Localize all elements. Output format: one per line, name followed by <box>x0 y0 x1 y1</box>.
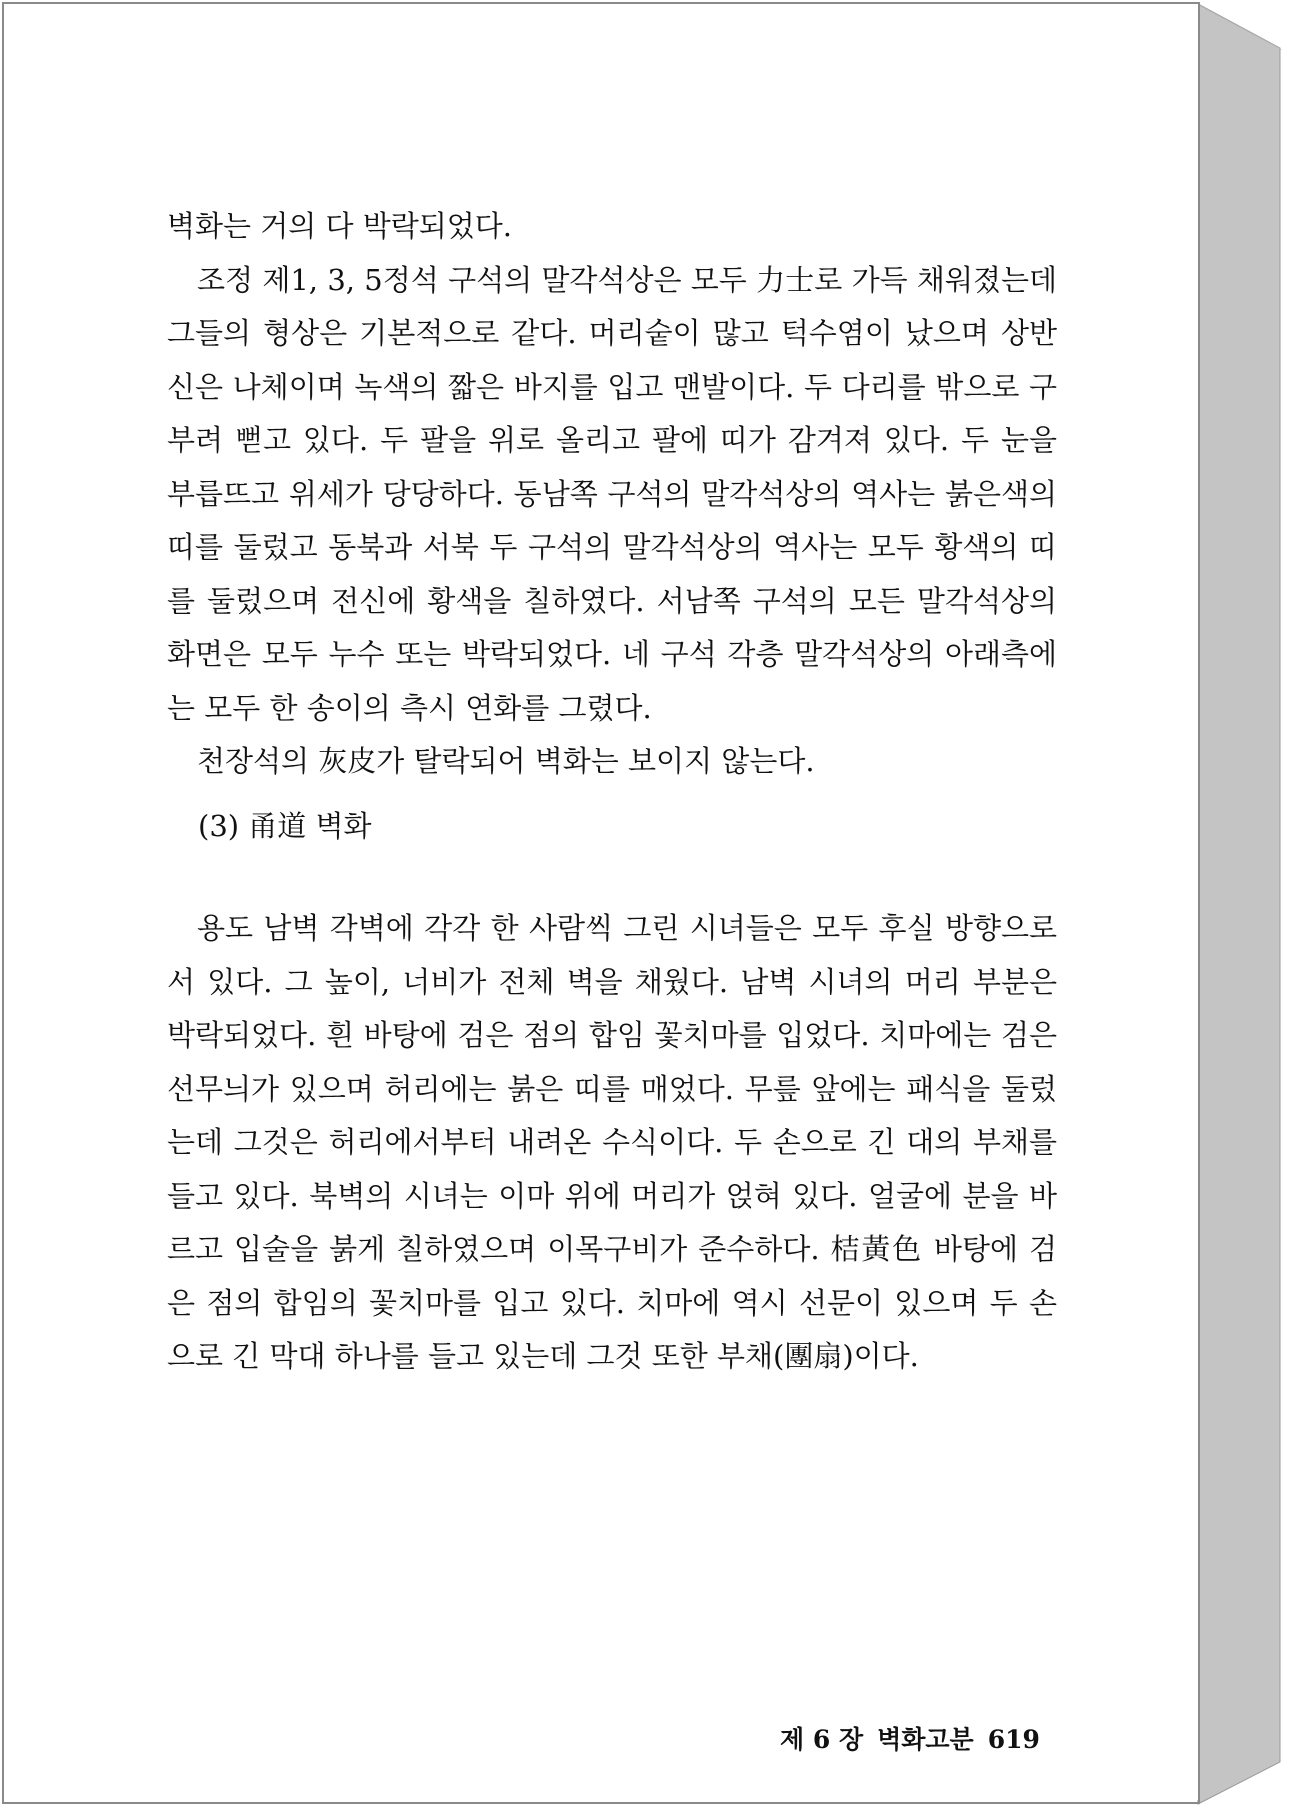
paragraph: 용도 남벽 각벽에 각각 한 사람씩 그린 시녀들은 모두 후실 방향으로 서 있다. 그 높이, 너비가 전체 벽을 채웠다. 남벽 시녀의 머리 부분은 박락되었다. 흰 바탕에 검은 점의 합임 꽃치마를 입었다. 치마에는 검은 선무늬가 있으며 허리에는 붉은 띠를 매었다. 무릎 앞에는 패식을 둘렀는데 그것은 허리에서부터 내려온 수식이다. 두 손으로 긴 대의 부채를 들고 있다. 북벽의 시녀는 이마 위에 머리가 얹혀 있다. 얼굴에 분을 바르고 입술을 붉게 칠하였으며 이목구비가 준수하다. 桔黃色 바탕에 검은 점의 합임의 꽃치마를 입고 있다. 치마에 역시 선문이 있으며 두 손으로 긴 막대 하나를 들고 있는데 그것 또한 부채(團扇)이다. <box>167 911 1057 1373</box>
paragraph: 벽화는 거의 다 박락되었다. <box>167 209 513 243</box>
page-footer <box>780 1720 1054 1756</box>
page-number: 619 <box>987 1725 1040 1754</box>
paragraph: 천장석의 灰皮가 탈락되어 벽화는 보이지 않는다. <box>197 744 815 778</box>
section-heading: (3) 甬道 벽화 <box>198 809 372 843</box>
body-text-bottom <box>167 902 1057 1384</box>
chapter-title: 벽화고분 <box>877 1725 974 1754</box>
body-text-top <box>167 200 1057 789</box>
chapter-label: 제 6 장 <box>780 1725 864 1754</box>
paragraph: 조정 제1, 3, 5정석 구석의 말각석상은 모두 力士로 가득 채워졌는데 그들의 형상은 기본적으로 같다. 머리숱이 많고 턱수염이 났으며 상반신은 나체이며 녹색의 짧은 바지를 입고 맨발이다. 두 다리를 밖으로 구부려 뻗고 있다. 두 팔을 위로 올리고 팔에 띠가 감겨져 있다. 두 눈을 부릅뜨고 위세가 당당하다. 동남쪽 구석의 말각석상의 역사는 붉은색의 띠를 둘렀고 동북과 서북 두 구석의 말각석상의 역사는 모두 황색의 띠를 둘렀으며 전신에 황색을 칠하였다. 서남쪽 구석의 모든 말각석상의 화면은 모두 누수 또는 박락되었다. 네 구석 각층 말각석상의 아래측에는 모두 한 송이의 측시 연화를 그렸다. <box>167 262 1057 725</box>
